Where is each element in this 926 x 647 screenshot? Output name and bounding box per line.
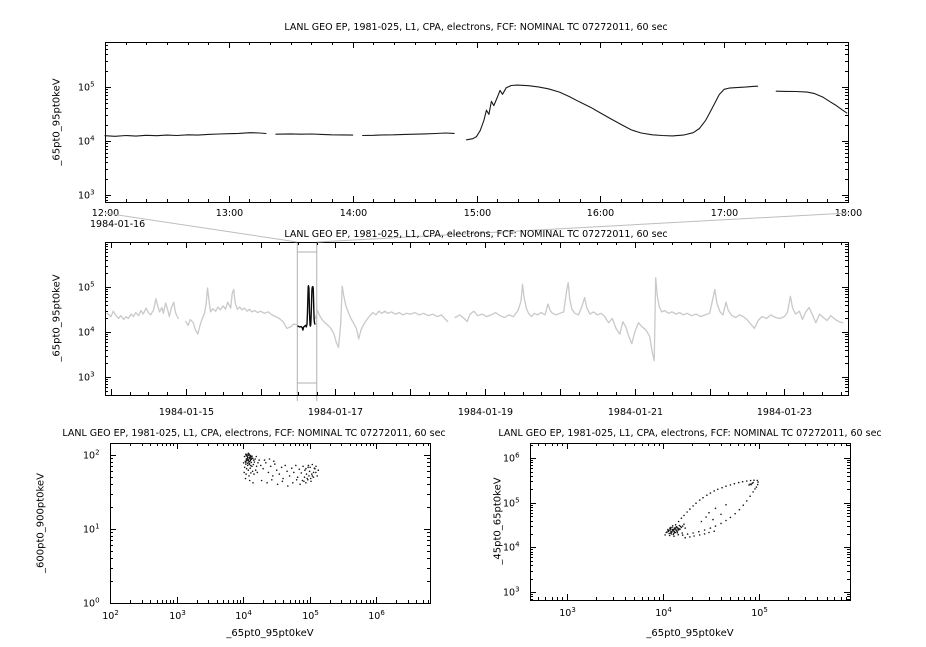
svg-text:104: $10^4$ <box>503 540 520 554</box>
panel-scatter-right-title: LANL GEO EP, 1981-025, L1, CPA, electrons, FCF: NOMINAL TC 07272011, 60 sec <box>498 428 882 439</box>
series-flux-correlation-45-65 <box>664 479 759 538</box>
svg-text:1984-01-23: 1984-01-23 <box>756 407 813 418</box>
svg-text:14:00: 14:00 <box>339 208 368 219</box>
svg-text:101: $10^1$ <box>83 522 100 536</box>
svg-text:104: $10^4$ <box>78 325 95 339</box>
svg-text:15:00: 15:00 <box>463 208 492 219</box>
series-context-flux-gray <box>107 278 843 361</box>
panel-scatter-right-xlabel: _65pt0_95pt0keV <box>646 628 734 639</box>
svg-text:1984-01-21: 1984-01-21 <box>607 407 664 418</box>
svg-text:13:00: 13:00 <box>215 208 244 219</box>
svg-text:104: $10^4$ <box>235 609 252 622</box>
svg-text:102: $10^2$ <box>83 448 100 462</box>
panel-scatter-left-ylabel: _600pt0_900pt0keV <box>35 473 47 573</box>
panel-scatter-left-title: LANL GEO EP, 1981-025, L1, CPA, electrons, FCF: NOMINAL TC 07272011, 60 sec <box>62 428 446 439</box>
svg-text:105: $10^5$ <box>751 606 768 619</box>
panel-context-ylabel: _65pt0_95pt0keV <box>51 274 63 362</box>
panel-top-ylabel: _65pt0_95pt0keV <box>51 78 63 166</box>
svg-text:105: $10^5$ <box>302 609 319 622</box>
svg-text:18:00: 18:00 <box>834 208 863 219</box>
series-context-flux-highlight <box>298 286 315 330</box>
svg-text:103: $10^3$ <box>559 606 576 619</box>
svg-text:104: $10^4$ <box>655 606 672 619</box>
panel-scatter-right-ylabel: _45pt0_65pt0keV <box>492 477 504 565</box>
svg-text:105: $10^5$ <box>78 80 95 94</box>
panel-scatter-left <box>83 443 431 622</box>
svg-text:12:00: 12:00 <box>91 208 120 219</box>
svg-text:1984-01-19: 1984-01-19 <box>457 407 514 418</box>
series-flux-correlation-600-900 <box>243 453 319 487</box>
svg-text:1984-01-17: 1984-01-17 <box>307 407 364 418</box>
svg-text:105: $10^5$ <box>503 496 520 510</box>
series-electron-flux-65-95keV <box>105 85 847 140</box>
svg-text:103: $10^3$ <box>503 585 520 599</box>
svg-text:106: $10^6$ <box>503 451 520 465</box>
svg-text:104: $10^4$ <box>78 134 95 148</box>
svg-text:106: $10^6$ <box>368 609 385 622</box>
panel-top-title: LANL GEO EP, 1981-025, L1, CPA, electrons, FCF: NOMINAL TC 07272011, 60 sec <box>284 22 668 33</box>
svg-text:102: $10^2$ <box>102 609 119 622</box>
panel-scatter-left-xlabel: _65pt0_95pt0keV <box>226 628 314 639</box>
svg-text:103: $10^3$ <box>78 370 95 384</box>
svg-text:105: $10^5$ <box>78 280 95 294</box>
panel-top <box>78 42 862 219</box>
svg-text:16:00: 16:00 <box>586 208 615 219</box>
panel-scatter-right <box>503 443 851 619</box>
svg-text:103: $10^3$ <box>78 188 95 202</box>
svg-text:100: $10^0$ <box>83 596 100 610</box>
svg-text:1984-01-15: 1984-01-15 <box>158 407 215 418</box>
panel-context-title: LANL GEO EP, 1981-025, L1, CPA, electrons, FCF: NOMINAL TC 07272011, 60 sec <box>284 229 668 240</box>
svg-text:17:00: 17:00 <box>710 208 739 219</box>
svg-text:103: $10^3$ <box>169 609 186 622</box>
panel-context <box>78 242 849 418</box>
panel-top-date-label: 1984-01-16 <box>90 219 146 230</box>
